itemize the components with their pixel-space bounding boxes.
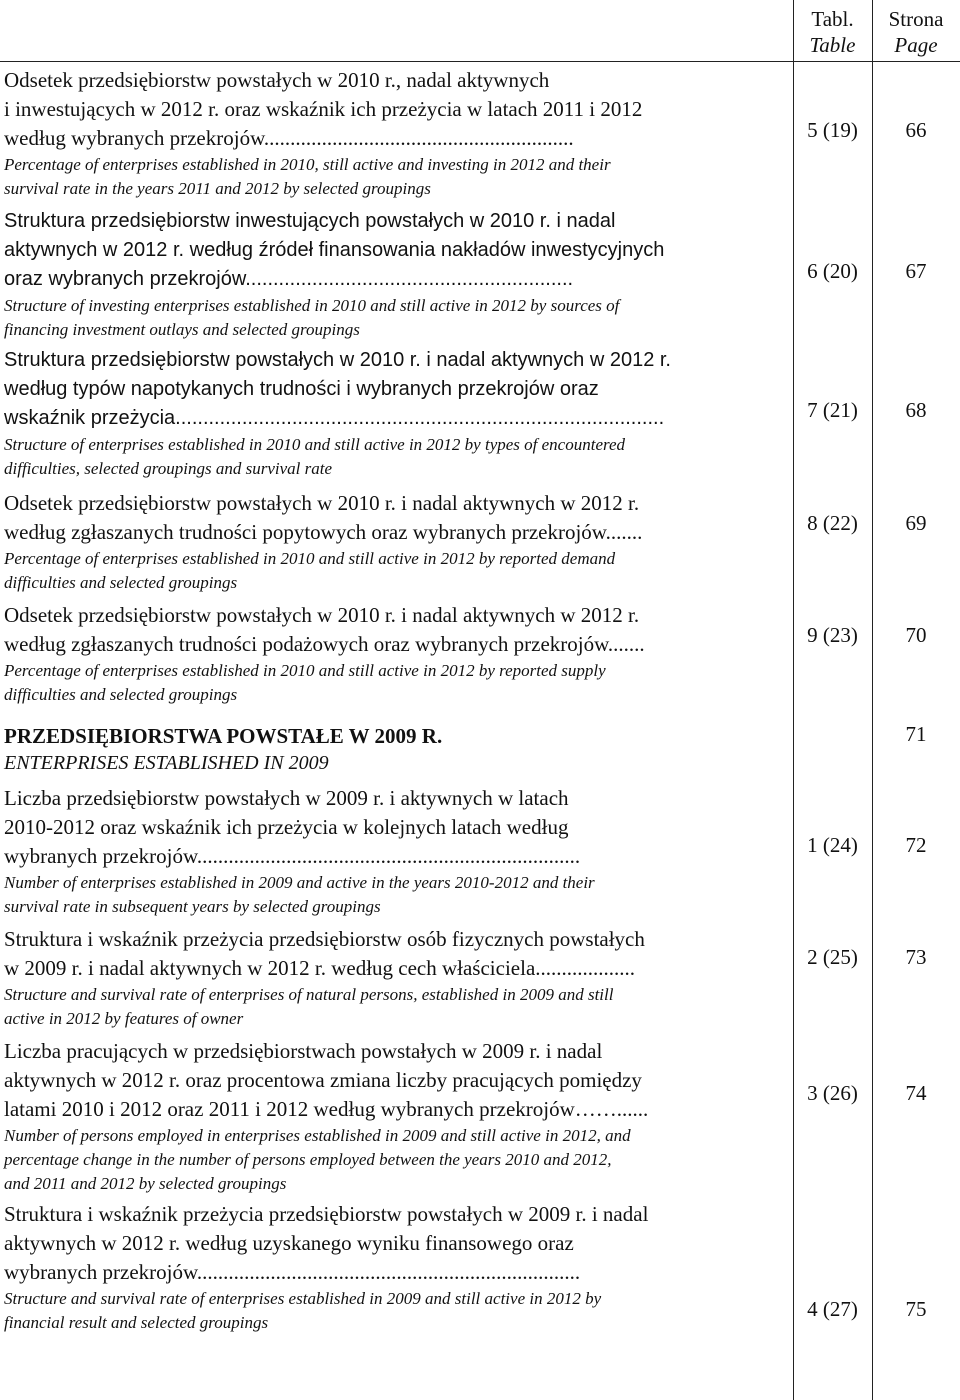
entry-title-pl: 2010-2012 oraz wskaźnik ich przeżycia w kolejnych latach według [4, 815, 569, 839]
entry-title-pl: wybranych przekrojów......................................................................... [4, 1260, 581, 1284]
entry-title-pl: w 2009 r. i nadal aktywnych w 2012 r. według cech właściciela................... [4, 956, 636, 980]
table-number[interactable]: 9 (23) [807, 623, 858, 647]
entry-title-pl: Struktura przedsiębiorstw inwestujących powstałych w 2010 r. i nadal [4, 210, 616, 232]
entry-title-pl: wybranych przekrojów......................................................................... [4, 844, 581, 868]
toc-entry[interactable] [4, 66, 794, 201]
entry-title-pl: Struktura i wskaźnik przeżycia przedsiębiorstw osób fizycznych powstałych [4, 927, 645, 951]
table-number[interactable]: 4 (27) [807, 1297, 858, 1321]
page-number[interactable]: 74 [905, 1081, 927, 1105]
page-number[interactable]: 70 [905, 623, 927, 647]
entry-title-pl: oraz wybranych przekrojów........................................................... [4, 268, 574, 290]
entry-title-pl: aktywnych w 2012 r. według uzyskanego wyniku finansowego oraz [4, 1231, 574, 1255]
page-header-pl: Strona [888, 7, 944, 31]
toc-entry[interactable] [4, 784, 794, 919]
page-number[interactable]: 72 [905, 833, 927, 857]
toc-entry[interactable] [4, 489, 794, 595]
toc-entry[interactable] [4, 346, 794, 481]
table-number[interactable]: 1 (24) [807, 833, 858, 857]
entry-title-pl: Odsetek przedsiębiorstw powstałych w 2010 r. i nadal aktywnych w 2012 r. [4, 603, 640, 627]
page-column-header [872, 6, 960, 58]
entry-title-en: financial result and selected groupings [4, 1313, 269, 1332]
entry-title-en: Percentage of enterprises established in 2010 and still active in 2012 by reported demand [4, 549, 616, 568]
entry-title-pl: według wybranych przekrojów........................................................... [4, 126, 574, 150]
entry-title-en: difficulties, selected groupings and survival rate [4, 459, 332, 478]
section-title-en: ENTERPRISES ESTABLISHED IN 2009 [4, 752, 329, 774]
table-number[interactable]: 6 (20) [807, 259, 858, 283]
table-header-pl: Tabl. [811, 7, 854, 31]
section-heading[interactable] [4, 722, 794, 776]
entry-title-pl: wskaźnik przeżycia........................................................................................ [4, 407, 665, 429]
entry-title-pl: aktywnych w 2012 r. według źródeł finansowania nakładów inwestycyjnych [4, 239, 665, 261]
entry-title-pl: latami 2010 i 2012 oraz 2011 i 2012 według wybranych przekrojów……...... [4, 1097, 649, 1121]
section-page-number[interactable]: 71 [905, 722, 927, 746]
page-number[interactable]: 75 [905, 1297, 927, 1321]
column-divider-page [872, 0, 873, 1400]
entry-title-en: Structure of investing enterprises established in 2010 and still active in 2012 by sources of [4, 296, 620, 315]
entry-title-en: financing investment outlays and selected groupings [4, 320, 360, 339]
toc-entry[interactable] [4, 1037, 794, 1196]
entry-title-pl: Odsetek przedsiębiorstw powstałych w 2010 r. i nadal aktywnych w 2012 r. [4, 491, 640, 515]
entry-title-en: Number of persons employed in enterprises established in 2009 and still active in 2012, and [4, 1126, 631, 1145]
table-number[interactable]: 3 (26) [807, 1081, 858, 1105]
entry-title-pl: Liczba przedsiębiorstw powstałych w 2009 r. i aktywnych w latach [4, 786, 569, 810]
table-header-en: Table [809, 33, 856, 57]
entry-title-pl: według zgłaszanych trudności popytowych oraz wybranych przekrojów....... [4, 520, 643, 544]
section-title-pl: PRZEDSIĘBIORSTWA POWSTAŁE W 2009 R. [4, 724, 443, 748]
entry-title-pl: Struktura przedsiębiorstw powstałych w 2010 r. i nadal aktywnych w 2012 r. [4, 349, 671, 371]
table-number[interactable]: 7 (21) [807, 398, 858, 422]
page-number[interactable]: 66 [905, 118, 927, 142]
entry-title-en: and 2011 and 2012 by selected groupings [4, 1174, 287, 1193]
entry-title-en: Structure and survival rate of enterprises established in 2009 and still active in 2012 by [4, 1289, 602, 1308]
table-number[interactable]: 8 (22) [807, 511, 858, 535]
entry-title-pl: i inwestujących w 2012 r. oraz wskaźnik ich przeżycia w latach 2011 i 2012 [4, 97, 643, 121]
entry-title-pl: według typów napotykanych trudności i wybranych przekrojów oraz [4, 378, 599, 400]
page-number[interactable]: 73 [905, 945, 927, 969]
table-number[interactable]: 2 (25) [807, 945, 858, 969]
entry-title-pl: Liczba pracujących w przedsiębiorstwach powstałych w 2009 r. i nadal [4, 1039, 603, 1063]
toc-entry[interactable] [4, 207, 794, 342]
entry-title-pl: Struktura i wskaźnik przeżycia przedsiębiorstw powstałych w 2009 r. i nadal [4, 1202, 649, 1226]
page-header-en: Page [894, 33, 938, 57]
entry-title-pl: Odsetek przedsiębiorstw powstałych w 2010 r., nadal aktywnych [4, 68, 550, 92]
entry-title-en: Percentage of enterprises established in 2010 and still active in 2012 by reported supply [4, 661, 606, 680]
page-number[interactable]: 69 [905, 511, 927, 535]
toc-entry[interactable] [4, 925, 794, 1031]
entry-title-en: survival rate in the years 2011 and 2012 by selected groupings [4, 179, 431, 198]
page-number[interactable]: 67 [905, 259, 927, 283]
entry-title-pl: według zgłaszanych trudności podażowych oraz wybranych przekrojów....... [4, 632, 645, 656]
entry-title-en: difficulties and selected groupings [4, 573, 238, 592]
entry-title-en: Structure of enterprises established in 2010 and still active in 2012 by types of encountered [4, 435, 626, 454]
header-divider [0, 61, 960, 62]
entry-title-en: survival rate in subsequent years by selected groupings [4, 897, 381, 916]
table-number[interactable]: 5 (19) [807, 118, 858, 142]
entry-title-en: Percentage of enterprises established in 2010, still active and investing in 2012 and their [4, 155, 611, 174]
table-column-header [793, 6, 872, 58]
entry-title-en: active in 2012 by features of owner [4, 1009, 244, 1028]
toc-entry[interactable] [4, 1200, 794, 1335]
page-number[interactable]: 68 [905, 398, 927, 422]
entry-title-en: Structure and survival rate of enterprises of natural persons, established in 2009 and still [4, 985, 614, 1004]
entry-title-pl: aktywnych w 2012 r. oraz procentowa zmiana liczby pracujących pomiędzy [4, 1068, 642, 1092]
entry-title-en: difficulties and selected groupings [4, 685, 238, 704]
toc-entry[interactable] [4, 601, 794, 707]
entry-title-en: percentage change in the number of persons employed between the years 2010 and 2012, [4, 1150, 612, 1169]
entry-title-en: Number of enterprises established in 2009 and active in the years 2010-2012 and their [4, 873, 595, 892]
